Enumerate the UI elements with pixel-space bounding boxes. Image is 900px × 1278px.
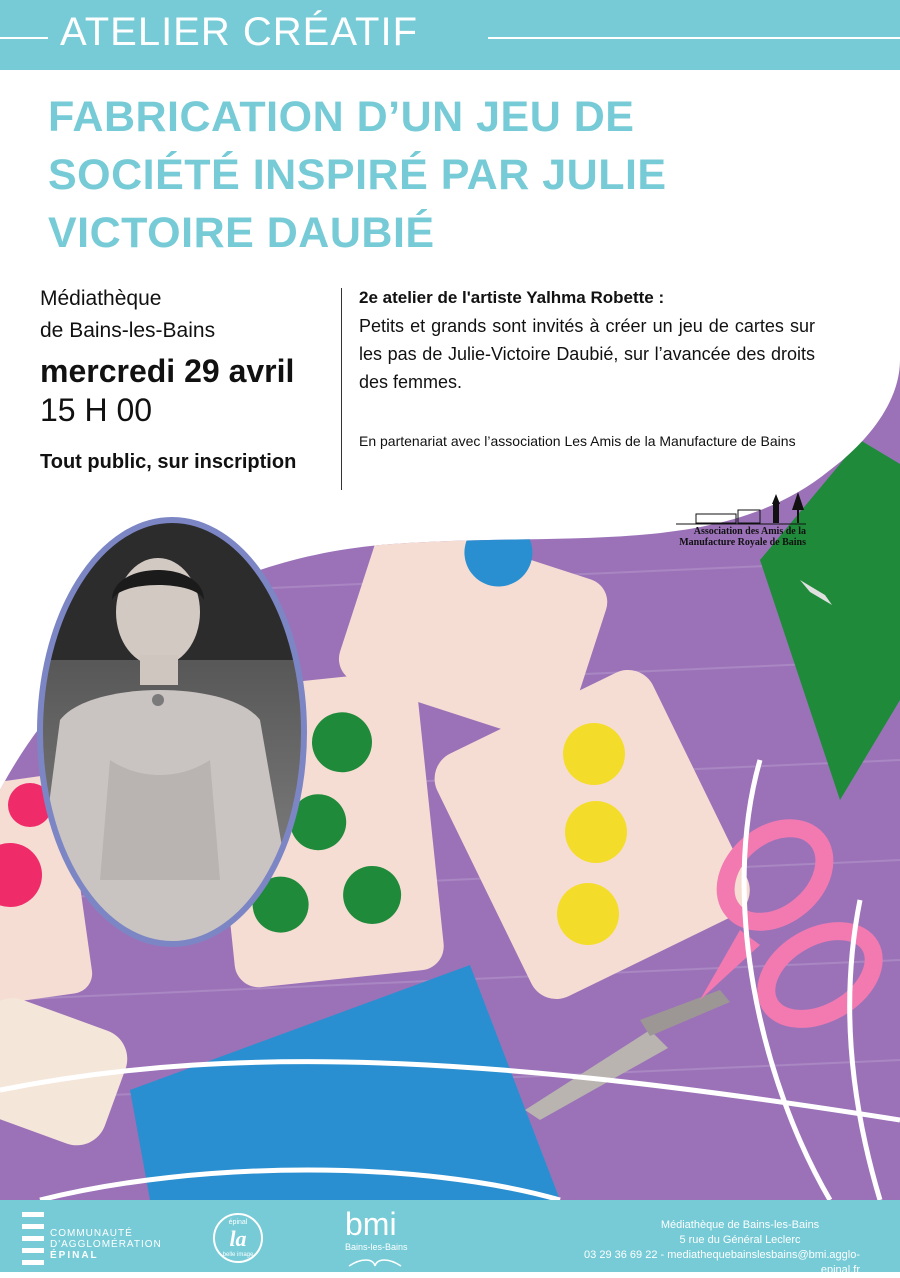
banner-line-left [0, 37, 48, 39]
event-audience: Tout public, sur inscription [40, 451, 297, 473]
epinal-bottom-text: belle image [222, 1252, 254, 1258]
venue-line: de Bains-les-Bains [40, 319, 216, 342]
bmi-logo-subtext: Bains-les-Bains [345, 1242, 408, 1252]
agglomeration-line: ÉPINAL [50, 1250, 99, 1261]
headline-line: FABRICATION D’UN JEU DE [48, 93, 635, 141]
event-details [40, 283, 340, 474]
partnership-text: En partenariat avec l’association Les Amis de la Manufacture de Bains [359, 433, 796, 449]
headline-line: SOCIÉTÉ INSPIRÉ PAR JULIE [48, 151, 667, 199]
bmi-logo [345, 1208, 408, 1273]
yellow-dot [563, 723, 625, 785]
description-subtitle: 2e atelier de l'artiste Yalhma Robette : [359, 288, 665, 307]
description-text: Petits et grands sont invités à créer un jeu de cartes sur les pas de Julie-Victoire Daubié, sur l’avancée des droits des femmes. [359, 316, 815, 392]
event-date: mercredi 29 avril [40, 353, 295, 389]
agglomeration-line: COMMUNAUTÉ [50, 1228, 133, 1239]
agglomeration-line: D'AGGLOMÉRATION [50, 1239, 162, 1250]
contact-info [560, 1218, 860, 1278]
contact-line: 03 29 36 69 22 - mediathequebainslesbains@bmi.agglo-epinal.fr [584, 1249, 860, 1276]
venue-line: Médiathèque [40, 287, 162, 310]
event-description [359, 284, 815, 452]
agglomeration-logo [22, 1212, 192, 1266]
banner-title: ATELIER CRÉATIF [60, 10, 419, 54]
banner-line-right [488, 37, 900, 39]
yellow-dot [565, 801, 627, 863]
footer-bar [0, 1200, 900, 1276]
epinal-mid-text: la [229, 1226, 247, 1251]
agglomeration-text [50, 1228, 162, 1261]
top-banner [0, 0, 900, 70]
association-logo [672, 490, 806, 548]
manufacture-building-icon [676, 490, 806, 526]
yellow-dot [557, 883, 619, 945]
contact-line: 5 rue du Général Leclerc [679, 1234, 801, 1246]
event-time: 15 H 00 [40, 392, 153, 428]
association-name-line: Manufacture Royale de Bains [679, 537, 806, 548]
event-headline [48, 88, 748, 262]
contact-line: Médiathèque de Bains-les-Bains [660, 1219, 820, 1231]
epinal-top-text: épinal [228, 1219, 248, 1226]
bmi-logo-text: bmi [345, 1206, 397, 1242]
headline-line: VICTOIRE DAUBIÉ [48, 209, 435, 257]
association-name-line: Association des Amis de la [693, 526, 806, 537]
book-icon [345, 1252, 405, 1268]
vertical-divider [341, 288, 342, 490]
epinal-belle-image-logo [210, 1212, 266, 1264]
